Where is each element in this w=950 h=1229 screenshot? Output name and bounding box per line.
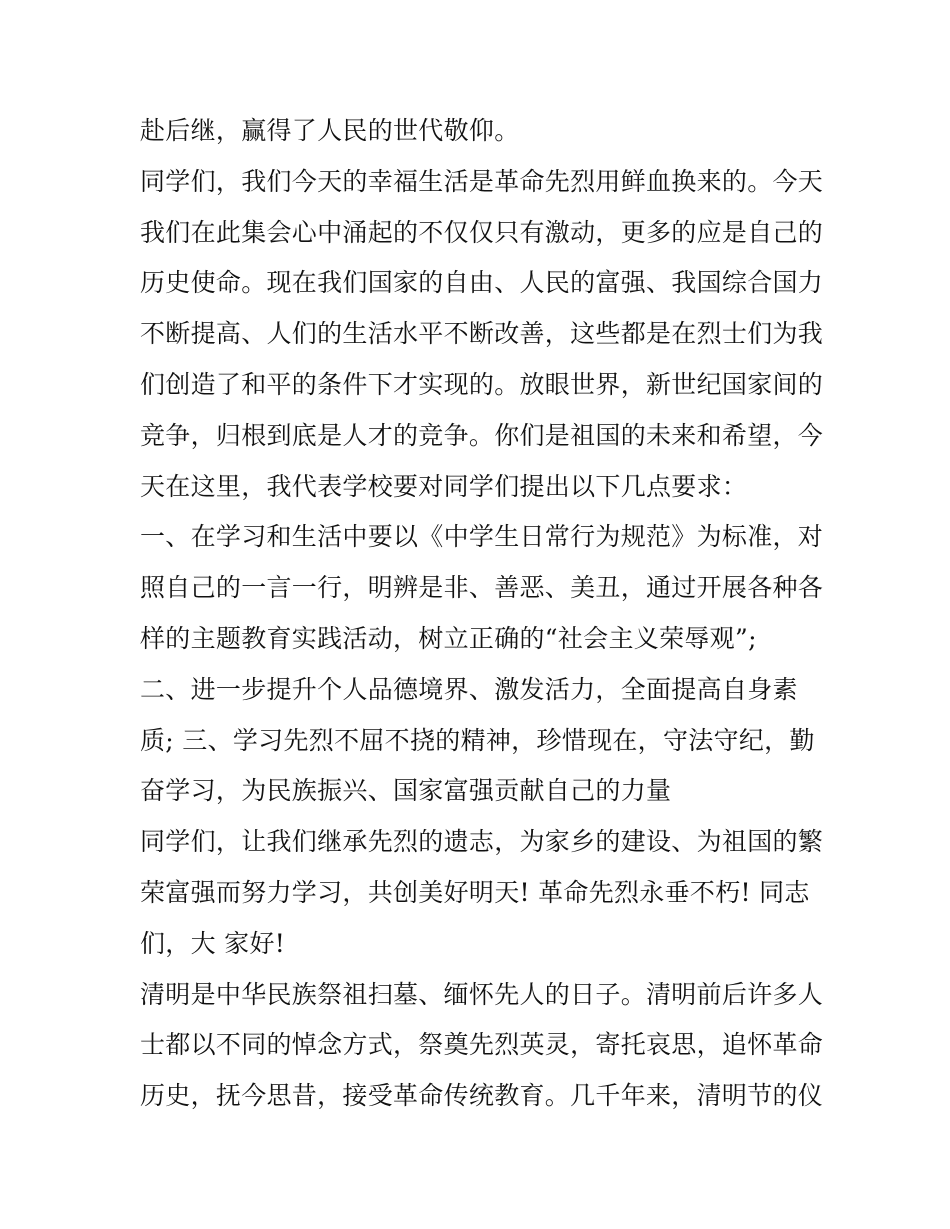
text-line: 二、进一步提升个人品德境界、激发活力，全面提高自身素 bbox=[140, 674, 798, 704]
text-line: 照自己的一言一行，明辨是非、善恶、美丑，通过开展各种各 bbox=[140, 573, 824, 603]
text-line: 一、在学习和生活中要以《中学生日常行为规范》为标准，对 bbox=[140, 522, 824, 552]
body-text bbox=[140, 106, 824, 1122]
text-line: 们，大 家好! bbox=[140, 928, 286, 958]
text-line: 历史使命。现在我们国家的自由、人民的富强、我国综合国力 bbox=[140, 268, 824, 298]
text-line: 历史，抚今思昔，接受革命传统教育。几千年来，清明节的仪 bbox=[140, 1081, 824, 1111]
text-line: 荣富强而努力学习，共创美好明天! 革命先烈永垂不朽! 同志 bbox=[140, 877, 810, 907]
text-line: 同学们，我们今天的幸福生活是革命先烈用鲜血换来的。今天 bbox=[140, 166, 824, 196]
text-line: 奋学习，为民族振兴、国家富强贡献自己的力量 bbox=[140, 776, 672, 806]
text-line: 士都以不同的悼念方式，祭奠先烈英灵，寄托哀思，追怀革命 bbox=[140, 1030, 824, 1060]
text-line: 清明是中华民族祭祖扫墓、缅怀先人的日子。清明前后许多人 bbox=[140, 979, 824, 1009]
text-line: 质; 三、学习先烈不屈不挠的精神，珍惜现在，守法守纪，勤 bbox=[140, 725, 815, 755]
text-line: 赴后继，赢得了人民的世代敬仰。 bbox=[140, 116, 520, 145]
text-line: 我们在此集会心中涌起的不仅仅只有激动，更多的应是自己的 bbox=[140, 217, 824, 247]
text-line: 竞争，归根到底是人才的竞争。你们是祖国的未来和希望，今 bbox=[140, 420, 824, 450]
text-line: 天在这里，我代表学校要对同学们提出以下几点要求： bbox=[140, 471, 748, 501]
text-line: 同学们，让我们继承先烈的遗志，为家乡的建设、为祖国的繁 bbox=[140, 827, 824, 857]
text-line: 们创造了和平的条件下才实现的。放眼世界，新世纪国家间的 bbox=[140, 369, 824, 399]
text-line: 不断提高、人们的生活水平不断改善，这些都是在烈士们为我 bbox=[140, 319, 824, 349]
text-line: 样的主题教育实践活动，树立正确的“社会主义荣辱观”; bbox=[140, 623, 757, 653]
